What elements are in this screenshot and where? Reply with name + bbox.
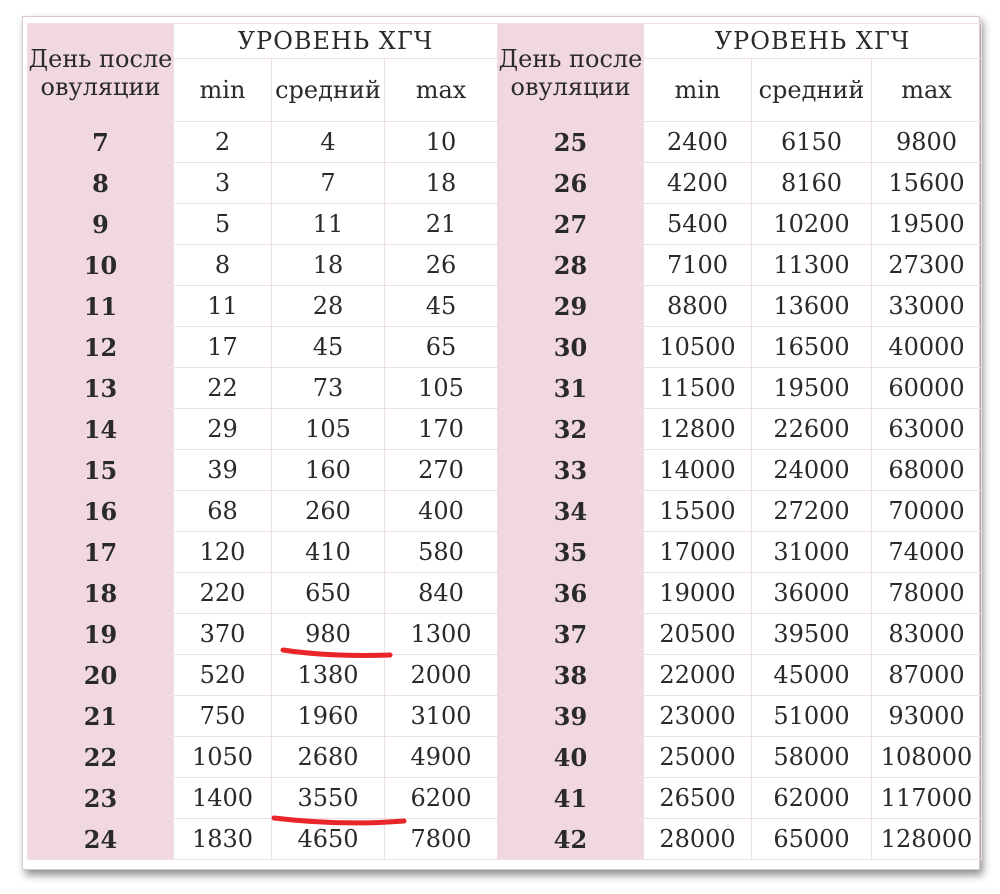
right-day-cell: 29 [498,286,644,327]
left-day-cell: 18 [28,573,174,614]
table-row [28,655,982,696]
right-avg-cell: 13600 [752,286,872,327]
right-min-cell: 7100 [644,245,752,286]
left-max-cell: 1300 [385,614,498,655]
table-row [28,245,982,286]
right-min-cell: 5400 [644,204,752,245]
right-max-cell: 63000 [872,409,982,450]
right-max-cell: 33000 [872,286,982,327]
right-day-cell: 35 [498,532,644,573]
left-min-cell: 520 [174,655,272,696]
left-day-cell: 19 [28,614,174,655]
left-max-cell: 400 [385,491,498,532]
right-day-cell: 32 [498,409,644,450]
table-row [28,696,982,737]
left-min-cell: 1400 [174,778,272,819]
left-avg-cell: 28 [272,286,385,327]
left-day-cell: 10 [28,245,174,286]
hcg-table [27,23,982,860]
right-min-cell: 11500 [644,368,752,409]
day-header-right: День после овуляции [498,24,644,122]
left-avg-cell: 260 [272,491,385,532]
right-day-cell: 37 [498,614,644,655]
right-day-cell: 36 [498,573,644,614]
left-day-cell: 22 [28,737,174,778]
table-row [28,737,982,778]
min-header-right: min [644,59,752,122]
left-min-cell: 5 [174,204,272,245]
right-avg-cell: 62000 [752,778,872,819]
left-max-cell: 6200 [385,778,498,819]
left-day-cell: 23 [28,778,174,819]
left-max-cell: 45 [385,286,498,327]
right-max-cell: 27300 [872,245,982,286]
left-day-cell: 8 [28,163,174,204]
left-max-cell: 840 [385,573,498,614]
right-avg-cell: 31000 [752,532,872,573]
right-max-cell: 128000 [872,819,982,860]
right-min-cell: 14000 [644,450,752,491]
max-header-left: max [385,59,498,122]
table-row [28,573,982,614]
left-max-cell: 21 [385,204,498,245]
right-max-cell: 68000 [872,450,982,491]
left-min-cell: 120 [174,532,272,573]
left-min-cell: 11 [174,286,272,327]
right-max-cell: 83000 [872,614,982,655]
right-min-cell: 15500 [644,491,752,532]
left-day-cell: 20 [28,655,174,696]
right-max-cell: 87000 [872,655,982,696]
left-avg-cell: 650 [272,573,385,614]
table-row [28,286,982,327]
right-day-cell: 42 [498,819,644,860]
left-avg-cell: 105 [272,409,385,450]
left-max-cell: 270 [385,450,498,491]
right-day-cell: 33 [498,450,644,491]
left-max-cell: 26 [385,245,498,286]
left-avg-cell: 3550 [272,778,385,819]
left-avg-cell: 11 [272,204,385,245]
right-min-cell: 4200 [644,163,752,204]
table-body [28,122,982,860]
right-day-cell: 27 [498,204,644,245]
left-avg-cell: 7 [272,163,385,204]
right-day-cell: 34 [498,491,644,532]
left-avg-cell: 45 [272,327,385,368]
right-min-cell: 20500 [644,614,752,655]
right-day-cell: 39 [498,696,644,737]
right-max-cell: 70000 [872,491,982,532]
right-max-cell: 78000 [872,573,982,614]
right-avg-cell: 39500 [752,614,872,655]
table-row [28,368,982,409]
right-min-cell: 8800 [644,286,752,327]
right-avg-cell: 27200 [752,491,872,532]
left-max-cell: 170 [385,409,498,450]
left-day-cell: 12 [28,327,174,368]
right-max-cell: 19500 [872,204,982,245]
right-min-cell: 25000 [644,737,752,778]
left-avg-cell: 2680 [272,737,385,778]
right-day-cell: 25 [498,122,644,163]
left-min-cell: 370 [174,614,272,655]
table-row [28,819,982,860]
left-avg-cell: 1960 [272,696,385,737]
right-day-cell: 30 [498,327,644,368]
right-avg-cell: 6150 [752,122,872,163]
right-min-cell: 26500 [644,778,752,819]
left-max-cell: 65 [385,327,498,368]
table-frame [22,16,980,870]
right-day-cell: 41 [498,778,644,819]
left-min-cell: 22 [174,368,272,409]
right-day-cell: 40 [498,737,644,778]
left-day-cell: 15 [28,450,174,491]
right-min-cell: 19000 [644,573,752,614]
right-max-cell: 60000 [872,368,982,409]
right-max-cell: 93000 [872,696,982,737]
level-header-right: УРОВЕНЬ ХГЧ [644,24,982,59]
right-max-cell: 117000 [872,778,982,819]
table-row [28,778,982,819]
left-min-cell: 39 [174,450,272,491]
right-min-cell: 12800 [644,409,752,450]
right-min-cell: 17000 [644,532,752,573]
table-row [28,122,982,163]
right-avg-cell: 19500 [752,368,872,409]
left-max-cell: 580 [385,532,498,573]
left-min-cell: 29 [174,409,272,450]
left-avg-cell: 980 [272,614,385,655]
left-avg-cell: 1380 [272,655,385,696]
avg-header-left: средний [272,59,385,122]
left-max-cell: 2000 [385,655,498,696]
right-avg-cell: 45000 [752,655,872,696]
level-header-left: УРОВЕНЬ ХГЧ [174,24,498,59]
left-day-cell: 14 [28,409,174,450]
left-day-cell: 16 [28,491,174,532]
left-min-cell: 8 [174,245,272,286]
left-day-cell: 11 [28,286,174,327]
table-row [28,614,982,655]
right-avg-cell: 65000 [752,819,872,860]
table-row [28,450,982,491]
right-avg-cell: 58000 [752,737,872,778]
right-min-cell: 2400 [644,122,752,163]
table-row [28,163,982,204]
right-min-cell: 28000 [644,819,752,860]
day-header-left: День после овуляции [28,24,174,122]
left-max-cell: 10 [385,122,498,163]
left-avg-cell: 18 [272,245,385,286]
right-max-cell: 108000 [872,737,982,778]
right-avg-cell: 51000 [752,696,872,737]
table-row [28,409,982,450]
right-day-cell: 31 [498,368,644,409]
left-day-cell: 9 [28,204,174,245]
left-min-cell: 220 [174,573,272,614]
left-max-cell: 105 [385,368,498,409]
right-day-cell: 28 [498,245,644,286]
right-max-cell: 74000 [872,532,982,573]
right-avg-cell: 24000 [752,450,872,491]
left-day-cell: 13 [28,368,174,409]
table-row [28,327,982,368]
right-avg-cell: 22600 [752,409,872,450]
left-min-cell: 3 [174,163,272,204]
table-row [28,491,982,532]
left-max-cell: 18 [385,163,498,204]
left-avg-cell: 73 [272,368,385,409]
right-avg-cell: 16500 [752,327,872,368]
left-max-cell: 4900 [385,737,498,778]
right-avg-cell: 8160 [752,163,872,204]
left-day-cell: 21 [28,696,174,737]
left-avg-cell: 4650 [272,819,385,860]
right-day-cell: 26 [498,163,644,204]
table-row [28,204,982,245]
table-row [28,532,982,573]
left-max-cell: 7800 [385,819,498,860]
right-max-cell: 40000 [872,327,982,368]
left-min-cell: 2 [174,122,272,163]
left-min-cell: 1050 [174,737,272,778]
right-max-cell: 9800 [872,122,982,163]
left-avg-cell: 410 [272,532,385,573]
right-max-cell: 15600 [872,163,982,204]
left-avg-cell: 160 [272,450,385,491]
max-header-right: max [872,59,982,122]
left-max-cell: 3100 [385,696,498,737]
min-header-left: min [174,59,272,122]
left-min-cell: 68 [174,491,272,532]
left-min-cell: 1830 [174,819,272,860]
left-day-cell: 24 [28,819,174,860]
right-min-cell: 10500 [644,327,752,368]
right-avg-cell: 11300 [752,245,872,286]
right-min-cell: 23000 [644,696,752,737]
left-min-cell: 750 [174,696,272,737]
left-day-cell: 7 [28,122,174,163]
left-min-cell: 17 [174,327,272,368]
right-min-cell: 22000 [644,655,752,696]
right-day-cell: 38 [498,655,644,696]
avg-header-right: средний [752,59,872,122]
right-avg-cell: 36000 [752,573,872,614]
right-avg-cell: 10200 [752,204,872,245]
left-avg-cell: 4 [272,122,385,163]
left-day-cell: 17 [28,532,174,573]
